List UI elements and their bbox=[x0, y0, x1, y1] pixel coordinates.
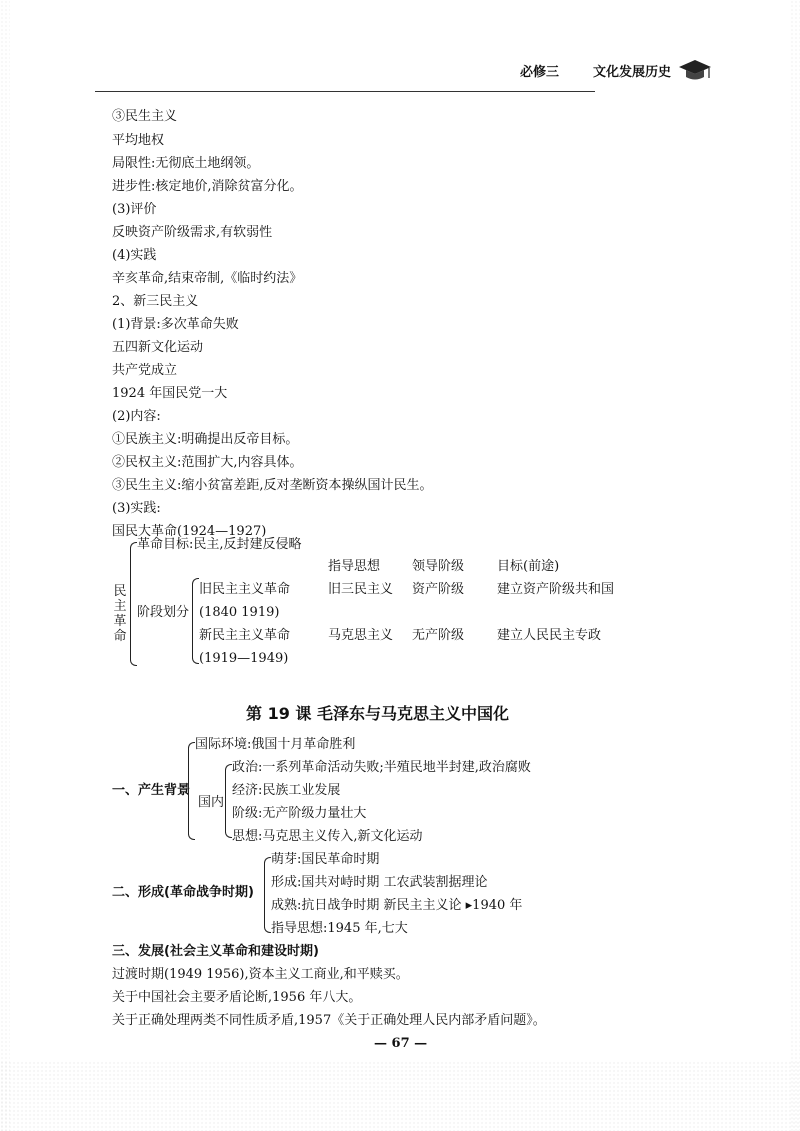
domestic-item: 阶级:无产阶级力量壮大 bbox=[232, 806, 367, 821]
text-line: ①民族主义:明确提出反帝目标。 bbox=[112, 432, 299, 447]
page-number: — 67 — bbox=[374, 1036, 428, 1051]
text-line: (1)背景:多次革命失败 bbox=[112, 317, 239, 332]
header-book: 必修三 bbox=[520, 65, 560, 80]
text-line: 关于中国社会主要矛盾论断,1956 年八大。 bbox=[112, 990, 362, 1005]
scan-noise-right bbox=[790, 0, 800, 1131]
text-line: ③民生主义 bbox=[112, 109, 178, 124]
row-ideology: 旧三民主义 bbox=[328, 582, 394, 597]
text-line: 共产党成立 bbox=[112, 363, 178, 378]
text-line: 进步性:核定地价,消除贫富分化。 bbox=[112, 179, 303, 194]
text-line: (3)评价 bbox=[112, 202, 157, 217]
row-goal: 建立人民民主专政 bbox=[497, 628, 602, 643]
text-line: (3)实践: bbox=[112, 501, 161, 516]
row-class: 资产阶级 bbox=[412, 582, 465, 597]
header-rule bbox=[95, 91, 595, 92]
column-header: 指导思想 bbox=[328, 559, 381, 574]
text-line: 关于正确处理两类不同性质矛盾,1957《关于正确处理人民内部矛盾问题》。 bbox=[112, 1013, 546, 1028]
international-env: 国际环境:俄国十月革命胜利 bbox=[195, 737, 356, 752]
text-line: 过渡时期(1949 1956),资本主义工商业,和平赎买。 bbox=[112, 967, 409, 982]
text-line: 局限性:无彻底土地纲领。 bbox=[112, 156, 260, 171]
section2-label: 二、形成(革命战争时期) bbox=[112, 885, 254, 900]
domestic-item: 政治:一系列革命活动失败;半殖民地半封建,政治腐败 bbox=[232, 760, 531, 775]
header-subject: 文化发展历史 bbox=[593, 65, 672, 80]
graduation-cap-icon bbox=[678, 58, 712, 82]
text-line: 反映资产阶级需求,有软弱性 bbox=[112, 225, 273, 240]
revolution-goal: 革命目标:民主,反封建反侵略 bbox=[137, 537, 302, 552]
formation-item: 指导思想:1945 年,七大 bbox=[271, 921, 408, 936]
scan-noise-bottom bbox=[0, 1061, 800, 1131]
text-line: 平均地权 bbox=[112, 133, 165, 148]
text-line: 2、新三民主义 bbox=[112, 294, 199, 309]
row-name: 新民主主义革命 bbox=[199, 628, 291, 643]
row-years: (1840 1919) bbox=[199, 605, 280, 620]
root-brace bbox=[130, 542, 137, 666]
row-name: 旧民主主义革命 bbox=[199, 582, 291, 597]
stage-label: 阶段划分 bbox=[137, 605, 190, 620]
chart-root-label: 民主革命 bbox=[113, 584, 127, 644]
text-line: 1924 年国民党一大 bbox=[112, 386, 228, 401]
text-line: 五四新文化运动 bbox=[112, 340, 204, 355]
section1-brace bbox=[188, 742, 195, 840]
formation-item: 形成:国共对峙时期 工农武装割据理论 bbox=[271, 875, 488, 890]
domestic-label: 国内 bbox=[198, 795, 225, 810]
domestic-item: 思想:马克思主义传入,新文化运动 bbox=[232, 829, 423, 844]
text-line: 国民大革命(1924—1927) bbox=[112, 524, 267, 539]
text-line: (2)内容: bbox=[112, 409, 161, 424]
formation-item: 成熟:抗日战争时期 新民主主义论 ▸1940 年 bbox=[271, 898, 523, 913]
text-line: ③民生主义:缩小贫富差距,反对垄断资本操纵国计民生。 bbox=[112, 478, 433, 493]
formation-item: 萌芽:国民革命时期 bbox=[271, 852, 380, 867]
text-line: (4)实践 bbox=[112, 248, 157, 263]
column-header: 领导阶级 bbox=[412, 559, 465, 574]
text-line: 辛亥革命,结束帝制,《临时约法》 bbox=[112, 271, 303, 286]
domestic-item: 经济:民族工业发展 bbox=[232, 783, 341, 798]
row-years: (1919—1949) bbox=[199, 651, 289, 666]
section1-label: 一、产生背景 bbox=[112, 783, 191, 798]
text-line: ②民权主义:范围扩大,内容具体。 bbox=[112, 455, 303, 470]
row-class: 无产阶级 bbox=[412, 628, 465, 643]
scan-noise-left bbox=[0, 0, 10, 1131]
section2-brace bbox=[264, 857, 271, 933]
section3-title: 三、发展(社会主义革命和建设时期) bbox=[112, 944, 319, 959]
domestic-brace bbox=[225, 764, 232, 838]
stage-brace bbox=[192, 578, 199, 664]
column-header: 目标(前途) bbox=[497, 559, 560, 574]
row-goal: 建立资产阶级共和国 bbox=[497, 582, 615, 597]
row-ideology: 马克思主义 bbox=[328, 628, 394, 643]
lesson-title: 第 19 课 毛泽东与马克思主义中国化 bbox=[246, 704, 509, 723]
